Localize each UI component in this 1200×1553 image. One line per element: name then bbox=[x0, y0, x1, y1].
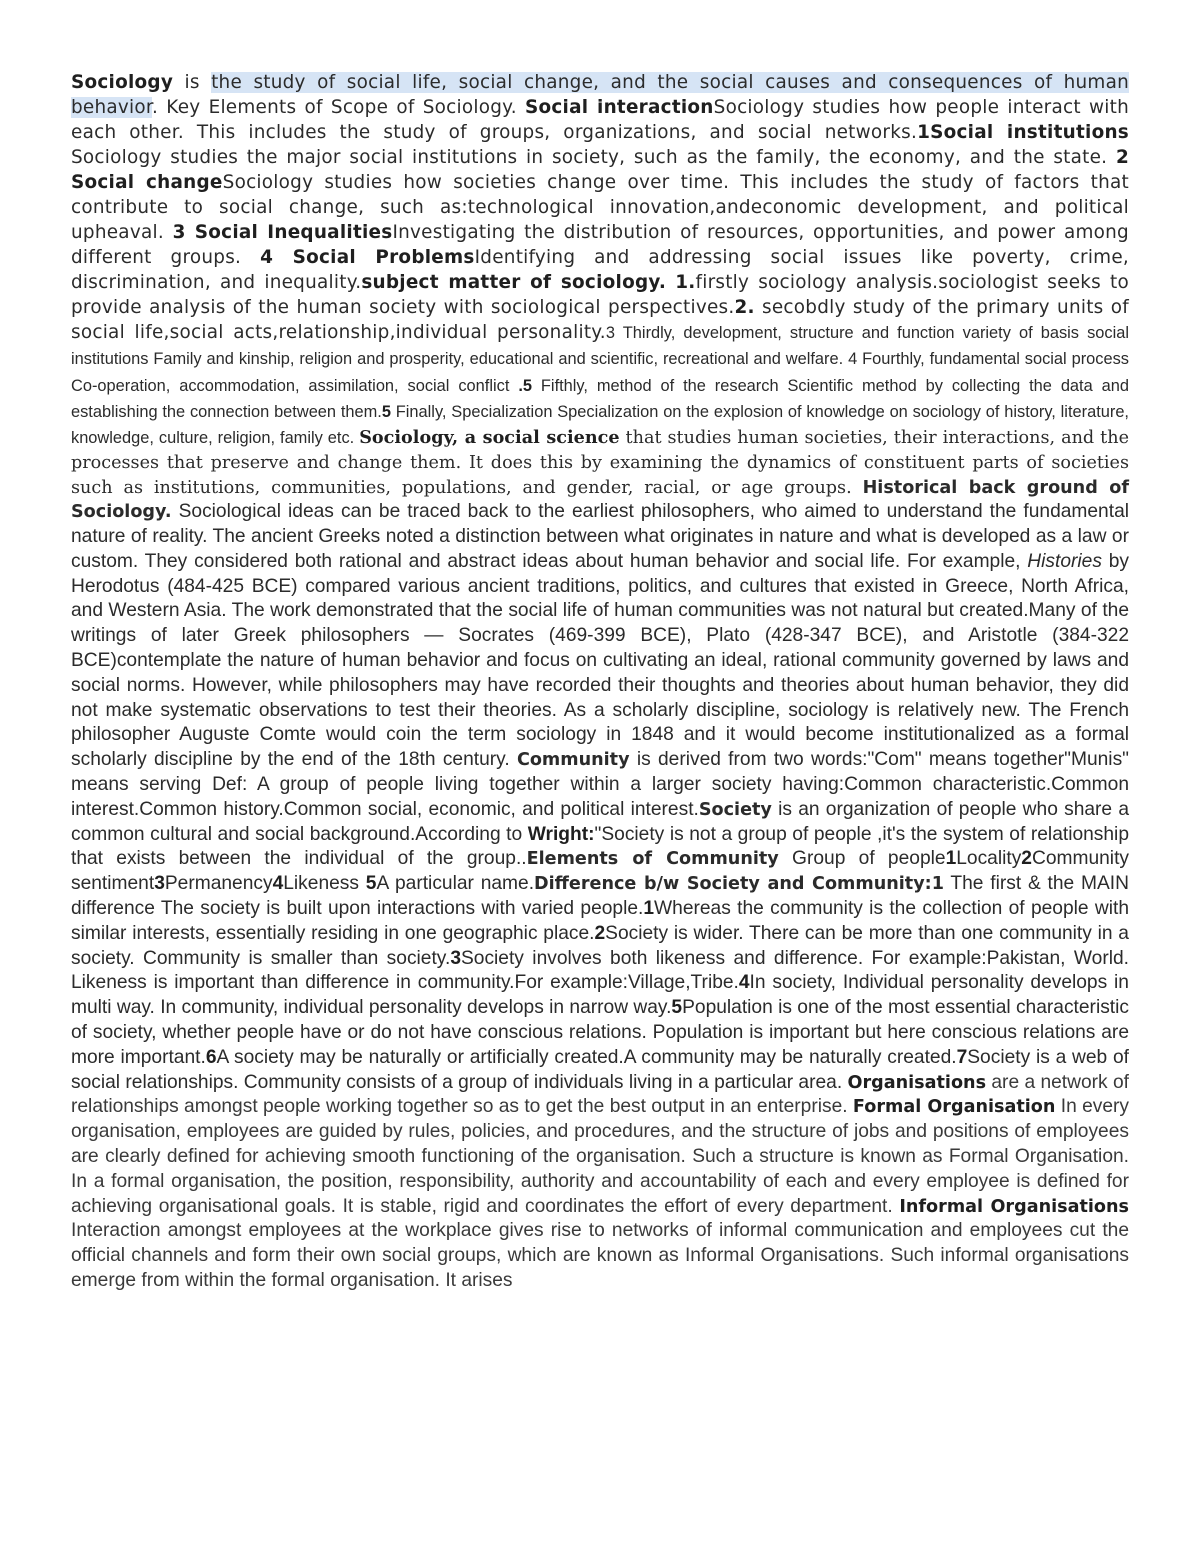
body-text: Whereas the community is the collection of people with similar interests, essentially residing in one geographic place. bbox=[71, 898, 1130, 944]
body-text: that studies human societies, their interactions, and the processes that preserve and change them. It does this by examining the dynamics of constituent parts of societies such as institutions, communities, populations, and gender, racial, or age groups. bbox=[71, 428, 1129, 498]
history-and-community-section bbox=[71, 501, 1129, 1092]
body-text: Identifying and addressing social issues like poverty, crime, discrimination, and inequality. bbox=[71, 247, 1130, 293]
body-text: Fifthly, method of the research Scientific method by collecting the data and establishing the connection between them. bbox=[71, 376, 1129, 421]
term-community: Community bbox=[516, 750, 630, 771]
body-text: is derived from two words:"Com" means together"Munis" means serving Def: A group of people living together within a larger society having:Common characteristic.Common interest.Common history.Common social, economic, and political interest. bbox=[71, 749, 1129, 820]
body-text: Investigating the distribution of resources, opportunities, and power among different groups. bbox=[71, 222, 1129, 268]
body-text: Population is one of the most essential characteristic of society, whether people have or do not have conscious relations. Population is important but here conscious relations are more important. bbox=[71, 997, 1129, 1068]
item-number: 3 bbox=[605, 324, 616, 342]
body-text: "Society is not a group of people ,it's the system of relationship that exists between the individual of the group.. bbox=[71, 823, 1129, 870]
item-number: 4 bbox=[272, 873, 284, 895]
heading-social-change: 2 Social change bbox=[71, 147, 1129, 193]
item-number: 1 bbox=[945, 848, 957, 870]
body-text: In every organisation, employees are guided by rules, policies, and procedures, and the structure of jobs and positions of employees are clearly defined for achieving smooth functioning of the organisation. Such a structure is known as Formal Organisation. In a formal organisation, the position, responsibility, authority and accountability of each and every employee is defined for achieving organisational goals. It is stable, rigid and coordinates the effort of every department. bbox=[71, 1096, 1130, 1217]
heading-elements-of-community: Elements of Community bbox=[526, 849, 779, 870]
document-body bbox=[71, 70, 1129, 1294]
item-number: 7 bbox=[956, 1046, 968, 1068]
body-text: Permanency bbox=[164, 873, 273, 895]
body-text: Sociology studies how societies change over time. This includes the study of factors that contribute to social change, such as:technological innovation,andeconomic development, and political upheaval. bbox=[71, 172, 1129, 243]
item-number: 4 bbox=[738, 972, 750, 994]
heading-social-interaction: Social interaction bbox=[524, 97, 714, 118]
item-number: 6 bbox=[205, 1046, 217, 1068]
body-text: A particular name. bbox=[376, 873, 535, 895]
body-text: Finally, Specialization Specialization on the explosion of knowledge on sociology of history, literature, knowledge, culture, religion, family etc. bbox=[71, 402, 1129, 448]
body-text: Interaction amongst employees at the workplace gives rise to networks of informal communication and employees cut the official channels and form their own social groups, which are known as Informal Organisations. Such informal organisations emerge from within the formal organisation. It arises bbox=[71, 1220, 1129, 1291]
heading-social-problems: 4 Social Problems bbox=[260, 247, 475, 268]
organisations-section bbox=[71, 1072, 1129, 1291]
book-title-histories: Histories bbox=[1027, 550, 1102, 572]
item-number: .5 bbox=[518, 376, 532, 395]
body-text: Sociology studies how people interact with each other. This includes the study of groups, organizations, and social networks. bbox=[71, 97, 1129, 143]
body-text: is an organization of people who share a common cultural and social background.According to bbox=[71, 798, 1130, 845]
body-text: Sociological ideas can be traced back to the earliest philosophers, who aimed to understand the fundamental nature of reality. The ancient Greeks noted a distinction between what originates in nature and what is developed as a law or custom. They considered both rational and abstract ideas about human behavior and social life. For example, bbox=[71, 501, 1129, 572]
heading-historical-background: Historical back ground of Sociology. bbox=[71, 477, 1129, 523]
body-text: Locality bbox=[956, 848, 1022, 870]
body-text: In society, Individual personality develops in multi way. In community, individual personality develops in narrow way. bbox=[71, 972, 1129, 1019]
body-text: Fourthly, fundamental social process Co-operation, accommodation, assimilation, social conflict bbox=[71, 350, 1129, 395]
heading-social-institutions: 1Social institutions bbox=[917, 122, 1129, 143]
item-number: 1 bbox=[643, 898, 655, 920]
item-number: 5 bbox=[365, 873, 377, 895]
term-organisations: Organisations bbox=[847, 1072, 987, 1093]
body-text: The first & the MAIN difference The society is built upon interactions with varied people. bbox=[71, 873, 1129, 920]
body-text: Likeness bbox=[283, 873, 366, 895]
item-number: 2 bbox=[594, 922, 606, 944]
heading-formal-organisation: Formal Organisation bbox=[852, 1097, 1056, 1118]
scope-of-sociology-section bbox=[71, 72, 1129, 343]
item-number: 5 bbox=[381, 402, 391, 421]
heading-informal-organisations: Informal Organisations bbox=[899, 1196, 1129, 1217]
item-number: 3 bbox=[450, 947, 461, 969]
term-sociology: Sociology bbox=[71, 72, 174, 93]
body-text: . Key Elements of Scope of Sociology. bbox=[152, 97, 525, 118]
body-text: firstly sociology analysis.sociologist seeks to provide analysis of the human society with sociological perspectives. bbox=[71, 272, 1129, 318]
term-society: Society bbox=[698, 799, 772, 820]
heading-sociology-social-science: Sociology, a social science bbox=[359, 427, 620, 449]
item-number: 4 bbox=[848, 350, 858, 369]
heading-social-inequalities: 3 Social Inequalities bbox=[172, 222, 393, 243]
author-wright: Wright: bbox=[527, 823, 595, 845]
body-text bbox=[666, 272, 675, 293]
body-text: by Herodotus (484-425 BCE) compared various ancient traditions, politics, and cultures that existed in Greece, North Africa, and Western Asia. The work demonstrated that the social life of human communities was not natural but created.Many of the writings of later Greek philosophers — Socrates (469-399 BCE), Plato (428-347 BCE), and Aristotle (384-322 BCE)contemplate the nature of human behavior and focus on cultivating an ideal, rational community governed by laws and social norms. However, while philosophers may have recorded their thoughts and theories about human behavior, they did not make systematic observations to test their theories. As a scholarly discipline, sociology is relatively new. The French philosopher Auguste Comte would coin the term sociology in 1848 and it would become institutionalized as a formal scholarly discipline by the end of the 18th century. bbox=[71, 550, 1129, 771]
body-text: are a network of relationships amongst people working together so as to get the best output in an enterprise. bbox=[71, 1071, 1129, 1118]
body-text: secobdly study of the primary units of social life,social acts,relationship,individual personality. bbox=[71, 297, 1129, 343]
body-text: Sociology studies the major social institutions in society, such as the family, the economy, and the state. bbox=[71, 147, 1116, 168]
selected-text-highlight[interactable]: the study of social life, social change, and the social causes and consequences of human behavior bbox=[71, 72, 1129, 118]
body-text: Society involves both likeness and difference. For example:Pakistan, World. Likeness is important than difference in community.For example:Village,Tribe. bbox=[71, 947, 1129, 994]
item-number: 1. bbox=[675, 272, 696, 293]
heading-difference-society-community: Difference b/w Society and Community:1 bbox=[534, 874, 944, 895]
item-number: 3 bbox=[154, 873, 165, 895]
body-text: Community sentiment bbox=[71, 848, 1129, 895]
body-text: is bbox=[173, 72, 212, 93]
body-text: Society is wider. There can be more than one community in a society. Community is smaller than society. bbox=[71, 922, 1129, 969]
body-text: Thirdly, development, structure and function variety of basis social institutions Family and kinship, religion and prosperity, educational and scientific, recreational and welfare. bbox=[71, 324, 1129, 369]
item-number: 2 bbox=[1021, 848, 1032, 870]
body-text: A society may be naturally or artificially created.A community may be naturally created. bbox=[216, 1046, 957, 1068]
item-number: 2. bbox=[734, 297, 755, 318]
body-text: Group of people bbox=[778, 848, 946, 870]
item-number: 5 bbox=[671, 997, 683, 1019]
body-text: Society is a web of social relationships. Community consists of a group of individuals living in a particular area. bbox=[71, 1046, 1129, 1093]
heading-subject-matter: subject matter of sociology. bbox=[361, 272, 667, 293]
